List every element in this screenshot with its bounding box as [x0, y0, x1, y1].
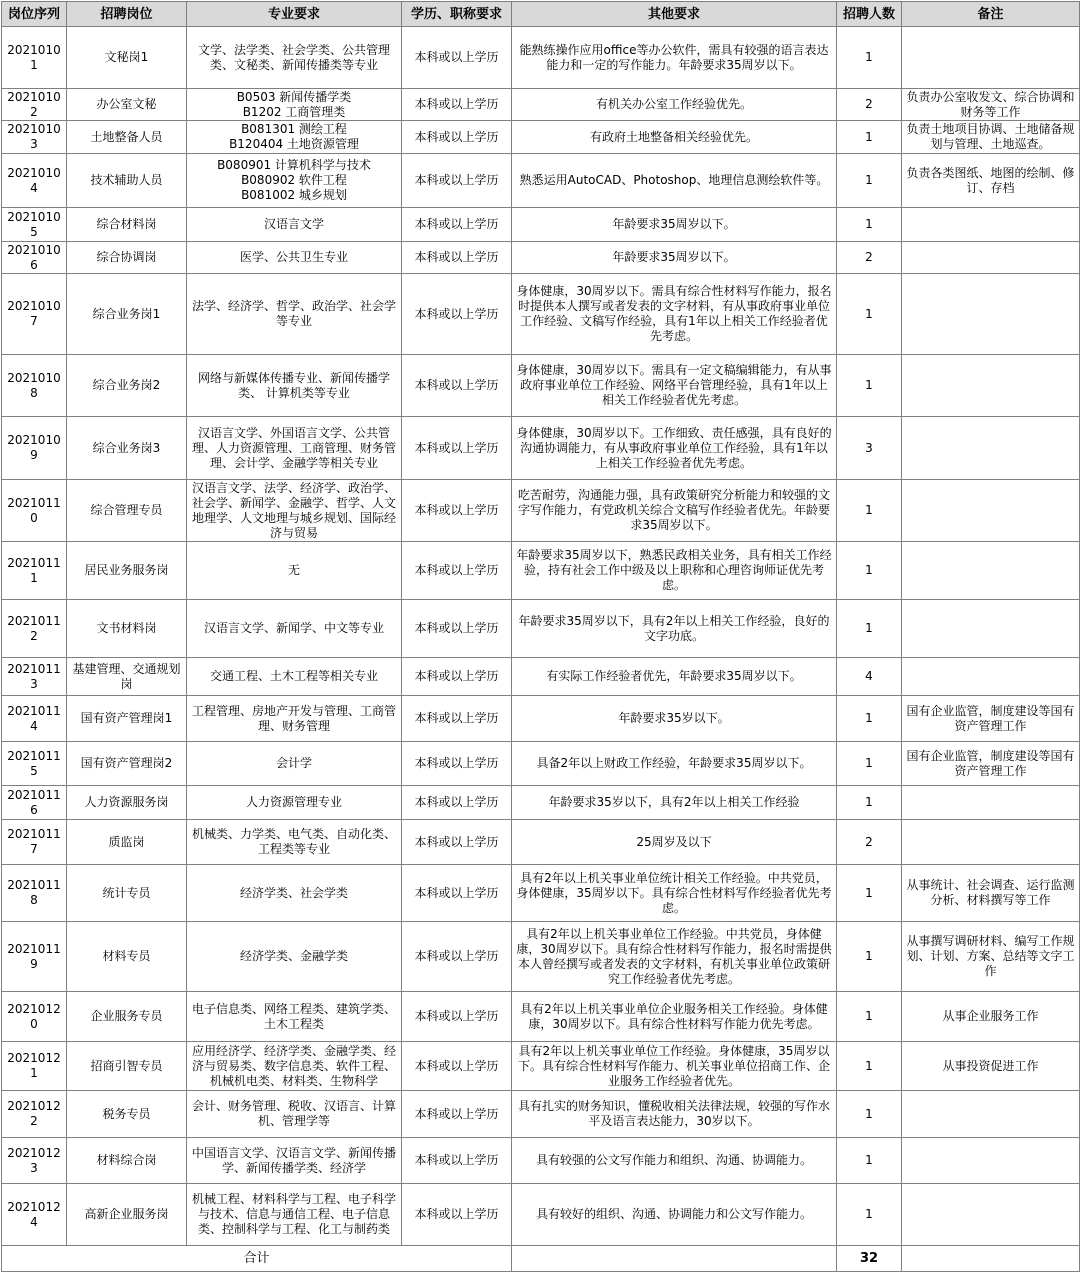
cell-count: 2 [837, 242, 902, 274]
cell-id: 20210108 [2, 355, 67, 417]
header-other: 其他要求 [512, 2, 837, 27]
cell-major: 交通工程、土木工程等相关专业 [187, 658, 402, 696]
total-spacer [512, 1246, 837, 1272]
cell-remark: 从事统计、社会调查、运行监测分析、材料撰写等工作 [902, 865, 1080, 922]
cell-major: 会计学 [187, 742, 402, 786]
table-row [2, 1184, 1080, 1246]
cell-other: 具有2年以上机关事业单位工作经验。身体健康，35周岁以下。具有综合性材料写作能力、机关事业单位招商工作、企业服务工作经验者优先。 [512, 1042, 837, 1091]
cell-other: 具有2年以上机关事业单位企业服务相关工作经验。身体健康，30周岁以下。具有综合性材料写作能力优先考虑。 [512, 992, 837, 1042]
cell-education: 本科或以上学历 [402, 786, 512, 820]
cell-other: 年龄要求35周岁以下，具有2年以上相关工作经验，良好的文字功底。 [512, 600, 837, 658]
cell-other: 具有较好的组织、沟通、协调能力和公文写作能力。 [512, 1184, 837, 1246]
cell-count: 1 [837, 992, 902, 1042]
cell-post: 综合材料岗 [67, 208, 187, 242]
cell-post: 国有资产管理岗2 [67, 742, 187, 786]
cell-post: 人力资源服务岗 [67, 786, 187, 820]
cell-count: 1 [837, 696, 902, 742]
cell-education: 本科或以上学历 [402, 121, 512, 154]
cell-id: 20210123 [2, 1138, 67, 1184]
cell-post: 统计专员 [67, 865, 187, 922]
cell-education: 本科或以上学历 [402, 1091, 512, 1138]
cell-count: 4 [837, 658, 902, 696]
table-row [2, 1138, 1080, 1184]
cell-major: 汉语言文学 [187, 208, 402, 242]
cell-id: 20210117 [2, 820, 67, 865]
cell-major: 经济学类、金融学类 [187, 922, 402, 992]
cell-remark: 国有企业监管，制度建设等国有资产管理工作 [902, 742, 1080, 786]
cell-remark: 负责土地项目协调、土地储备规划与管理、土地巡查。 [902, 121, 1080, 154]
cell-education: 本科或以上学历 [402, 696, 512, 742]
cell-other: 年龄要求35周岁以下，熟悉民政相关业务，具有相关工作经验，持有社会工作中级及以上职称和心理咨询师证优先考虑。 [512, 542, 837, 600]
cell-count: 1 [837, 121, 902, 154]
cell-id: 20210107 [2, 274, 67, 355]
cell-post: 材料综合岗 [67, 1138, 187, 1184]
cell-remark [902, 1091, 1080, 1138]
table-row [2, 820, 1080, 865]
cell-remark [902, 27, 1080, 89]
table-row [2, 1091, 1080, 1138]
cell-count: 1 [837, 1138, 902, 1184]
cell-id: 20210118 [2, 865, 67, 922]
cell-id: 20210116 [2, 786, 67, 820]
table-row [2, 542, 1080, 600]
cell-remark: 国有企业监管，制度建设等国有资产管理工作 [902, 696, 1080, 742]
table-row [2, 417, 1080, 480]
cell-major: 机械工程、材料科学与工程、电子科学与技术、信息与通信工程、电子信息类、控制科学与工程、化工与制药类 [187, 1184, 402, 1246]
cell-id: 20210109 [2, 417, 67, 480]
cell-remark: 从事企业服务工作 [902, 992, 1080, 1042]
cell-id: 20210102 [2, 89, 67, 121]
cell-education: 本科或以上学历 [402, 658, 512, 696]
cell-count: 1 [837, 542, 902, 600]
cell-other: 具有较强的公文写作能力和组织、沟通、协调能力。 [512, 1138, 837, 1184]
cell-id: 20210104 [2, 154, 67, 208]
cell-other: 身体健康，30周岁以下。需具有综合性材料写作能力，报名时提供本人撰写或者发表的文字材料，有从事政府事业单位工作经验、文稿写作经验，具有1年以上相关工作经验者优先考虑。 [512, 274, 837, 355]
cell-other: 年龄要求35岁以下。 [512, 696, 837, 742]
cell-post: 基建管理、交通规划岗 [67, 658, 187, 696]
cell-education: 本科或以上学历 [402, 865, 512, 922]
table-row [2, 480, 1080, 542]
cell-post: 国有资产管理岗1 [67, 696, 187, 742]
cell-education: 本科或以上学历 [402, 89, 512, 121]
cell-remark [902, 355, 1080, 417]
table-row [2, 922, 1080, 992]
cell-post: 居民业务服务岗 [67, 542, 187, 600]
cell-post: 招商引智专员 [67, 1042, 187, 1091]
cell-major: 汉语言文学、外国语言文学、公共管理、人力资源管理、工商管理、财务管理、会计学、金融学等相关专业 [187, 417, 402, 480]
cell-major: B080901 计算机科学与技术 B080902 软件工程 B081002 城乡规划 [187, 154, 402, 208]
cell-remark [902, 1184, 1080, 1246]
cell-post: 税务专员 [67, 1091, 187, 1138]
cell-other: 能熟练操作应用office等办公软件，需具有较强的语言表达能力和一定的写作能力。年龄要求35周岁以下。 [512, 27, 837, 89]
cell-remark [902, 600, 1080, 658]
cell-post: 办公室文秘 [67, 89, 187, 121]
header-row [2, 2, 1080, 27]
cell-education: 本科或以上学历 [402, 27, 512, 89]
cell-post: 文书材料岗 [67, 600, 187, 658]
cell-post: 高新企业服务岗 [67, 1184, 187, 1246]
cell-major: 汉语言文学、法学、经济学、政治学、社会学、新闻学、金融学、哲学、人文地理学、人文地理与城乡规划、国际经济与贸易 [187, 480, 402, 542]
cell-education: 本科或以上学历 [402, 820, 512, 865]
cell-id: 20210113 [2, 658, 67, 696]
cell-other: 有实际工作经验者优先，年龄要求35周岁以下。 [512, 658, 837, 696]
cell-major: 会计、财务管理、税收、汉语言、计算机、管理学等 [187, 1091, 402, 1138]
table-body [2, 27, 1080, 1246]
cell-education: 本科或以上学历 [402, 154, 512, 208]
cell-major: 文学、法学类、社会学类、公共管理类、文秘类、新闻传播类等专业 [187, 27, 402, 89]
total-label: 合计 [2, 1246, 512, 1272]
table-row [2, 208, 1080, 242]
table-row [2, 27, 1080, 89]
cell-education: 本科或以上学历 [402, 417, 512, 480]
cell-count: 1 [837, 154, 902, 208]
cell-remark: 负责各类图纸、地图的绘制、修订、存档 [902, 154, 1080, 208]
cell-count: 1 [837, 742, 902, 786]
cell-education: 本科或以上学历 [402, 208, 512, 242]
header-major: 专业要求 [187, 2, 402, 27]
cell-id: 20210120 [2, 992, 67, 1042]
cell-major: 中国语言文学、汉语言文学、新闻传播学、新闻传播学类、经济学 [187, 1138, 402, 1184]
cell-education: 本科或以上学历 [402, 355, 512, 417]
cell-major: 网络与新媒体传播专业、新闻传播学类、 计算机类等专业 [187, 355, 402, 417]
cell-id: 20210121 [2, 1042, 67, 1091]
cell-id: 20210111 [2, 542, 67, 600]
cell-post: 综合协调岗 [67, 242, 187, 274]
cell-other: 具备2年以上财政工作经验，年龄要求35周岁以下。 [512, 742, 837, 786]
cell-id: 20210103 [2, 121, 67, 154]
cell-major: 无 [187, 542, 402, 600]
cell-count: 2 [837, 820, 902, 865]
table-row [2, 742, 1080, 786]
cell-remark [902, 542, 1080, 600]
cell-post: 质监岗 [67, 820, 187, 865]
cell-post: 技术辅助人员 [67, 154, 187, 208]
cell-education: 本科或以上学历 [402, 1184, 512, 1246]
cell-other: 年龄要求35岁以下，具有2年以上相关工作经验 [512, 786, 837, 820]
cell-count: 3 [837, 417, 902, 480]
cell-education: 本科或以上学历 [402, 1138, 512, 1184]
cell-other: 具有扎实的财务知识，懂税收相关法律法规，较强的写作水平及语言表达能力，30岁以下。 [512, 1091, 837, 1138]
cell-major: B081301 测绘工程 B120404 土地资源管理 [187, 121, 402, 154]
table-row [2, 274, 1080, 355]
cell-education: 本科或以上学历 [402, 542, 512, 600]
cell-id: 20210106 [2, 242, 67, 274]
cell-post: 综合业务岗2 [67, 355, 187, 417]
cell-education: 本科或以上学历 [402, 922, 512, 992]
table-row [2, 355, 1080, 417]
table-row [2, 600, 1080, 658]
cell-id: 20210124 [2, 1184, 67, 1246]
header-post: 招聘岗位 [67, 2, 187, 27]
cell-count: 2 [837, 89, 902, 121]
total-count: 32 [837, 1246, 902, 1272]
cell-count: 1 [837, 355, 902, 417]
cell-id: 20210101 [2, 27, 67, 89]
cell-post: 土地整备人员 [67, 121, 187, 154]
cell-id: 20210105 [2, 208, 67, 242]
cell-id: 20210114 [2, 696, 67, 742]
table-row [2, 786, 1080, 820]
cell-id: 20210115 [2, 742, 67, 786]
cell-count: 1 [837, 274, 902, 355]
cell-major: 医学、公共卫生专业 [187, 242, 402, 274]
recruitment-table [1, 1, 1080, 1272]
cell-education: 本科或以上学历 [402, 600, 512, 658]
cell-count: 1 [837, 1184, 902, 1246]
cell-post: 综合业务岗1 [67, 274, 187, 355]
cell-count: 1 [837, 922, 902, 992]
cell-other: 吃苦耐劳，沟通能力强，具有政策研究分析能力和较强的文字写作能力，有党政机关综合文稿写作经验者优先。年龄要求35周岁以下。 [512, 480, 837, 542]
table-row [2, 696, 1080, 742]
cell-count: 1 [837, 208, 902, 242]
cell-education: 本科或以上学历 [402, 274, 512, 355]
cell-post: 材料专员 [67, 922, 187, 992]
total-remark [902, 1246, 1080, 1272]
cell-post: 综合管理专员 [67, 480, 187, 542]
table-row [2, 154, 1080, 208]
cell-remark [902, 1138, 1080, 1184]
cell-education: 本科或以上学历 [402, 1042, 512, 1091]
table-row [2, 242, 1080, 274]
cell-remark: 负责办公室收发文、综合协调和财务等工作 [902, 89, 1080, 121]
cell-remark [902, 820, 1080, 865]
table-row [2, 89, 1080, 121]
cell-other: 年龄要求35周岁以下。 [512, 208, 837, 242]
cell-id: 20210112 [2, 600, 67, 658]
cell-post: 企业服务专员 [67, 992, 187, 1042]
cell-major: 机械类、力学类、电气类、自动化类、工程类等专业 [187, 820, 402, 865]
cell-major: 人力资源管理专业 [187, 786, 402, 820]
cell-remark [902, 480, 1080, 542]
cell-other: 具有2年以上机关事业单位工作经验。中共党员，身体健康，30周岁以下。具有综合性材料写作能力，报名时需提供本人曾经撰写或者发表的文字材料，有机关事业单位政策研究工作经验者优先考虑。 [512, 922, 837, 992]
cell-education: 本科或以上学历 [402, 480, 512, 542]
cell-other: 具有2年以上机关事业单位统计相关工作经验。中共党员，身体健康，35周岁以下。具有综合性材料写作经验者优先考虑。 [512, 865, 837, 922]
cell-count: 1 [837, 600, 902, 658]
cell-count: 1 [837, 786, 902, 820]
cell-post: 文秘岗1 [67, 27, 187, 89]
cell-id: 20210119 [2, 922, 67, 992]
cell-other: 年龄要求35周岁以下。 [512, 242, 837, 274]
cell-count: 1 [837, 865, 902, 922]
cell-count: 1 [837, 1091, 902, 1138]
cell-major: 经济学类、社会学类 [187, 865, 402, 922]
cell-education: 本科或以上学历 [402, 992, 512, 1042]
cell-major: 法学、经济学、哲学、政治学、社会学等专业 [187, 274, 402, 355]
table-row [2, 1042, 1080, 1091]
cell-other: 有政府土地整备相关经验优先。 [512, 121, 837, 154]
cell-remark [902, 658, 1080, 696]
table-row [2, 865, 1080, 922]
cell-major: 应用经济学、经济学类、金融学类、经济与贸易类、数字信息类、软件工程、机械机电类、材料类、生物科学 [187, 1042, 402, 1091]
cell-count: 1 [837, 480, 902, 542]
cell-remark: 从事投资促进工作 [902, 1042, 1080, 1091]
cell-remark [902, 208, 1080, 242]
cell-id: 20210122 [2, 1091, 67, 1138]
cell-post: 综合业务岗3 [67, 417, 187, 480]
cell-education: 本科或以上学历 [402, 742, 512, 786]
cell-major: B0503 新闻传播学类 B1202 工商管理类 [187, 89, 402, 121]
cell-other: 身体健康，30周岁以下。需具有一定文稿编辑能力，有从事政府事业单位工作经验、网络平台管理经验，具有1年以上相关工作经验者优先考虑。 [512, 355, 837, 417]
header-remark: 备注 [902, 2, 1080, 27]
cell-major: 工程管理、房地产开发与管理、工商管理、财务管理 [187, 696, 402, 742]
cell-education: 本科或以上学历 [402, 242, 512, 274]
table-row [2, 658, 1080, 696]
cell-remark [902, 786, 1080, 820]
cell-remark [902, 274, 1080, 355]
header-education: 学历、职称要求 [402, 2, 512, 27]
cell-remark [902, 417, 1080, 480]
cell-other: 25周岁及以下 [512, 820, 837, 865]
header-id: 岗位序列 [2, 2, 67, 27]
cell-remark [902, 242, 1080, 274]
header-count: 招聘人数 [837, 2, 902, 27]
table-row [2, 992, 1080, 1042]
cell-major: 电子信息类、网络工程类、建筑学类、土木工程类 [187, 992, 402, 1042]
cell-other: 熟悉运用AutoCAD、Photoshop、地理信息测绘软件等。 [512, 154, 837, 208]
cell-major: 汉语言文学、新闻学、中文等专业 [187, 600, 402, 658]
cell-count: 1 [837, 27, 902, 89]
table-row [2, 121, 1080, 154]
cell-other: 有机关办公室工作经验优先。 [512, 89, 837, 121]
cell-other: 身体健康，30周岁以下。工作细致、责任感强，具有良好的沟通协调能力，有从事政府事业单位工作经验，具有1年以上相关工作经验者优先考虑。 [512, 417, 837, 480]
cell-count: 1 [837, 1042, 902, 1091]
cell-remark: 从事撰写调研材料、编写工作规划、计划、方案、总结等文字工作 [902, 922, 1080, 992]
total-row [2, 1246, 1080, 1272]
cell-id: 20210110 [2, 480, 67, 542]
